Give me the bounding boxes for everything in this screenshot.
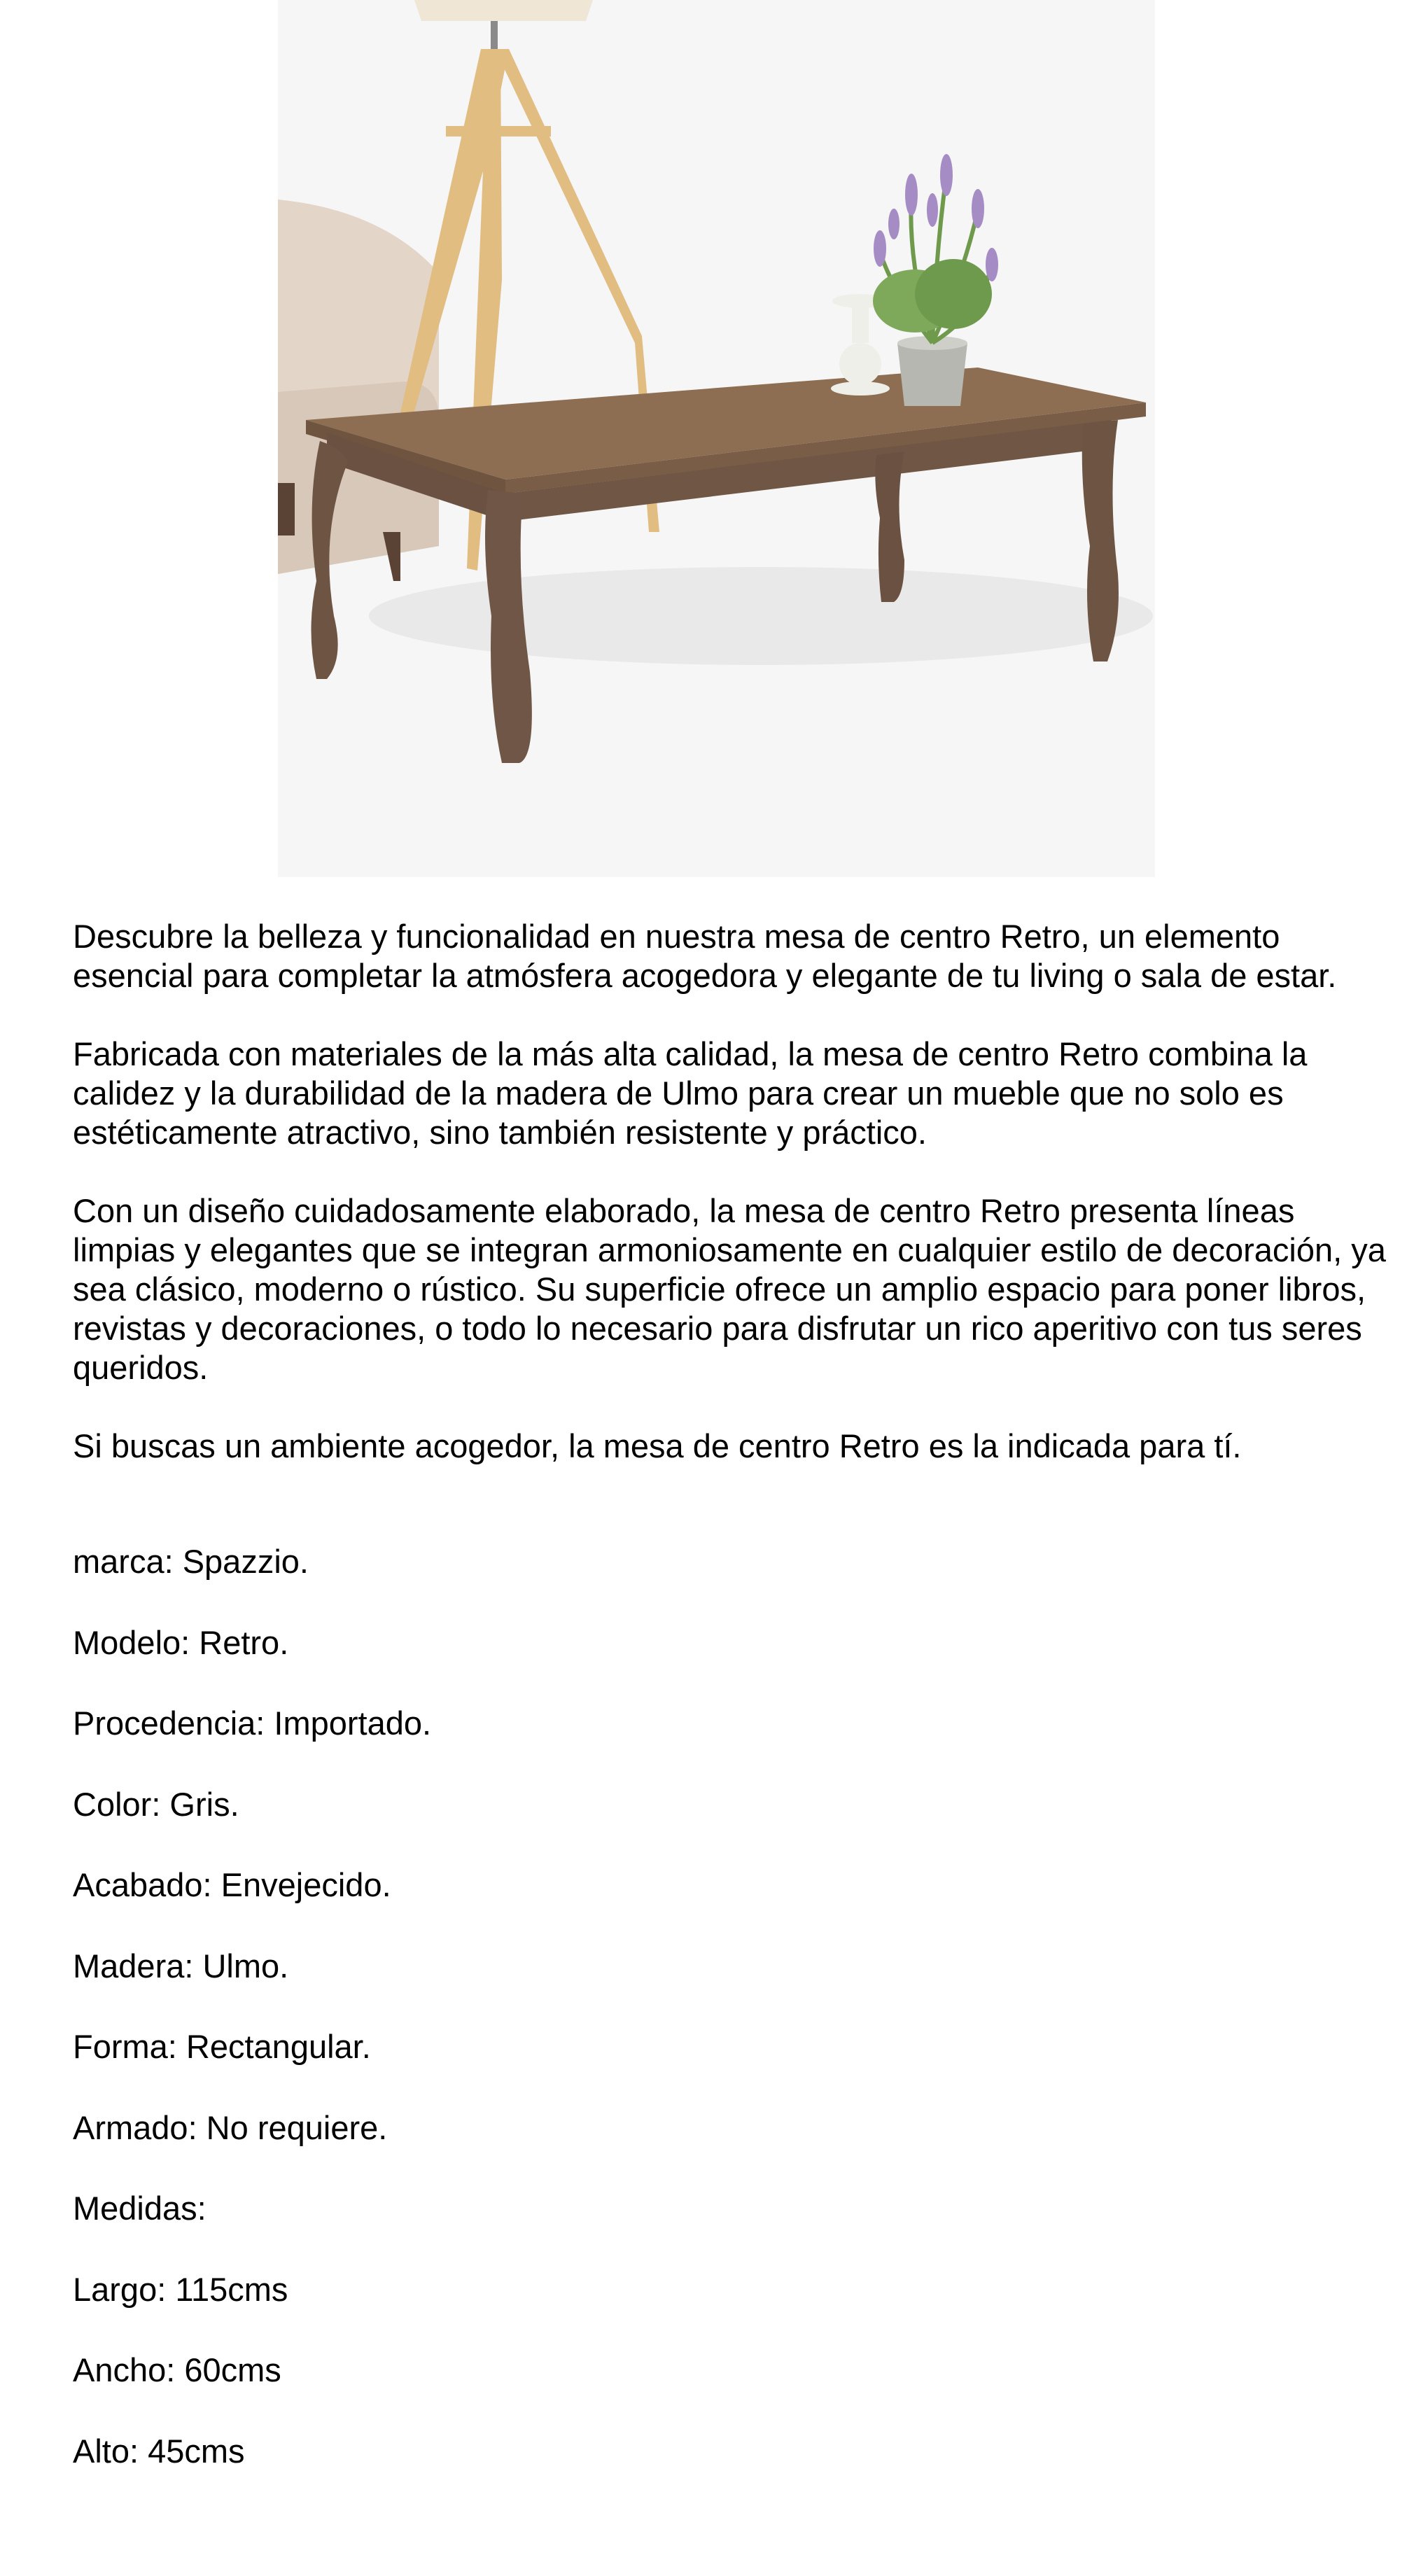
spec-finish: Acabado: Envejecido. xyxy=(73,1866,391,1903)
description-paragraph-intro: Descubre la belleza y funcionalidad en nuestra mesa de centro Retro, un elemento esencial para completar la atmósfera acogedora y elegante de tu living o sala de estar. xyxy=(73,918,1337,994)
description-paragraph-closing: Si buscas un ambiente acogedor, la mesa de centro Retro es la indicada para tí. xyxy=(73,1427,1242,1464)
spec-origin: Procedencia: Importado. xyxy=(73,1704,432,1742)
spec-height: Alto: 45cms xyxy=(73,2432,245,2470)
spec-measurements-heading: Medidas: xyxy=(73,2190,206,2227)
product-description xyxy=(73,917,1389,1505)
spec-wood: Madera: Ulmo. xyxy=(73,1947,289,1984)
spec-length: Largo: 115cms xyxy=(73,2270,288,2308)
spec-color: Color: Gris. xyxy=(73,1785,239,1823)
spec-assembly: Armado: No requiere. xyxy=(73,2108,388,2146)
spec-shape: Forma: Rectangular. xyxy=(73,2028,371,2065)
description-paragraph-design: Con un diseño cuidadosamente elaborado, la mesa de centro Retro presenta líneas limpias y elegantes que se integran armoniosamente en cualquier estilo de decoración, ya sea clásico, moderno o rústico. Su superficie ofrece un amplio espacio para poner libros, revistas y decoraciones, o todo lo necesario para disfrutar un rico aperitivo con tus seres queridos. xyxy=(73,1192,1386,1386)
product-specs xyxy=(73,1542,1389,2512)
spec-width: Ancho: 60cms xyxy=(73,2351,281,2388)
description-paragraph-materials: Fabricada con materiales de la más alta calidad, la mesa de centro Retro combina la calidez y la durabilidad de la madera de Ulmo para crear un mueble que no solo es estéticamente atractivo, sino también resistente y práctico. xyxy=(73,1035,1308,1151)
spec-model: Modelo: Retro. xyxy=(73,1623,289,1661)
coffee-table-illustration xyxy=(278,0,1155,877)
spec-brand: marca: Spazzio. xyxy=(73,1543,309,1580)
product-image xyxy=(278,0,1155,877)
